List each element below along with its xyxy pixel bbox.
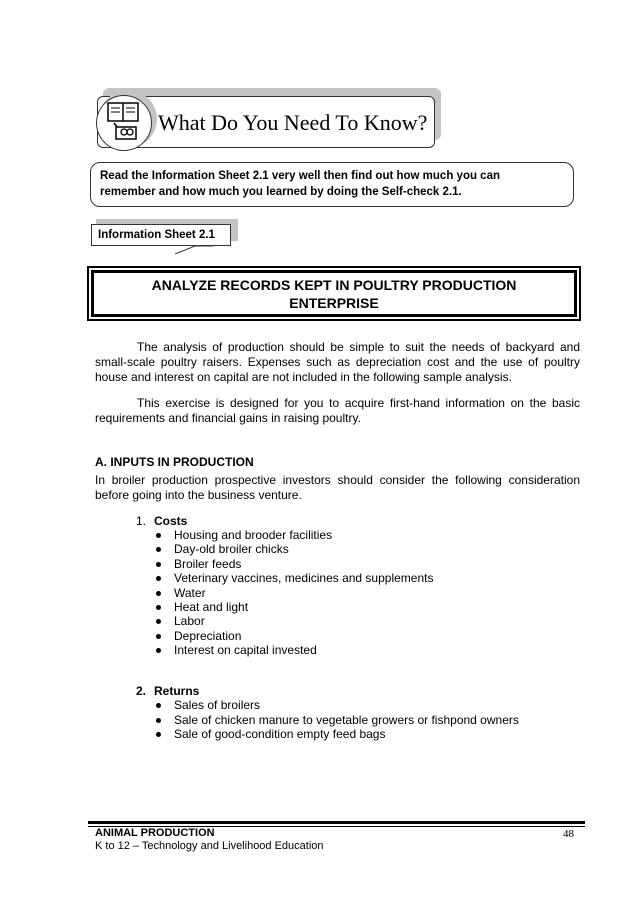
list-item: Broiler feeds xyxy=(174,557,242,571)
page-number: 48 xyxy=(563,828,574,840)
item-number: 1. xyxy=(136,514,147,528)
paragraph-analysis: The analysis of production should be simple to suit the needs of backyard and small-scale poultry raisers. Expenses such as depreciation cost and the use of poultry house and interest on capital are not included in the following sample analysis. xyxy=(95,340,580,384)
instruction-line-2: remember and how much you learned by doing the Self-check 2.1. xyxy=(100,186,462,198)
list-item: Day-old broiler chicks xyxy=(174,542,289,556)
title-line-1: ANALYZE RECORDS KEPT IN POULTRY PRODUCTION xyxy=(151,277,517,293)
item-title-costs: Costs xyxy=(154,514,188,528)
list-item: Sale of good-condition empty feed bags xyxy=(174,727,386,741)
list-item: Labor xyxy=(174,614,205,628)
list-item: Heat and light xyxy=(174,600,249,614)
bullet-icon xyxy=(156,562,161,567)
section-heading: A. INPUTS IN PRODUCTION xyxy=(95,455,254,469)
banner-title: What Do You Need To Know? xyxy=(158,110,428,135)
paragraph-exercise: This exercise is designed for you to acquire first-hand information on the basic requirements and financial gains in raising poultry. xyxy=(95,396,580,425)
item-title-returns: Returns xyxy=(154,684,200,698)
section-intro: In broiler production prospective investors should consider the following consideration before going into the business venture. xyxy=(95,473,580,502)
bullet-icon xyxy=(156,732,161,737)
footer-subtitle: K to 12 – Technology and Livelihood Education xyxy=(95,840,324,852)
item-number: 2. xyxy=(136,684,147,698)
info-sheet-label: Information Sheet 2.1 xyxy=(98,229,215,241)
list-item: Water xyxy=(174,586,206,600)
list-item: Sales of broilers xyxy=(174,698,261,712)
bullet-icon xyxy=(156,648,161,653)
list-item: Sale of chicken manure to vegetable growers or fishpond owners xyxy=(174,713,519,727)
tab-pointer xyxy=(175,245,215,255)
book-reading-icon xyxy=(104,100,144,142)
bullet-icon xyxy=(156,591,161,596)
list-item: Interest on capital invested xyxy=(174,643,317,657)
bullet-icon xyxy=(156,619,161,624)
bullet-icon xyxy=(156,703,161,708)
bullet-icon xyxy=(156,605,161,610)
footer-rule-thick xyxy=(88,821,585,824)
page-title xyxy=(91,276,577,312)
instruction-text xyxy=(100,168,560,200)
list-item: Housing and brooder facilities xyxy=(174,528,333,542)
bullet-icon xyxy=(156,634,161,639)
bullet-icon xyxy=(156,533,161,538)
footer-title: ANIMAL PRODUCTION xyxy=(95,827,215,839)
bullet-icon xyxy=(156,547,161,552)
title-line-2: ENTERPRISE xyxy=(289,295,379,311)
bullet-icon xyxy=(156,718,161,723)
list-item: Veterinary vaccines, medicines and supplements xyxy=(174,571,434,585)
list-item: Depreciation xyxy=(174,629,242,643)
instruction-line-1: Read the Information Sheet 2.1 very well then find out how much you can xyxy=(100,170,501,182)
bullet-icon xyxy=(156,576,161,581)
